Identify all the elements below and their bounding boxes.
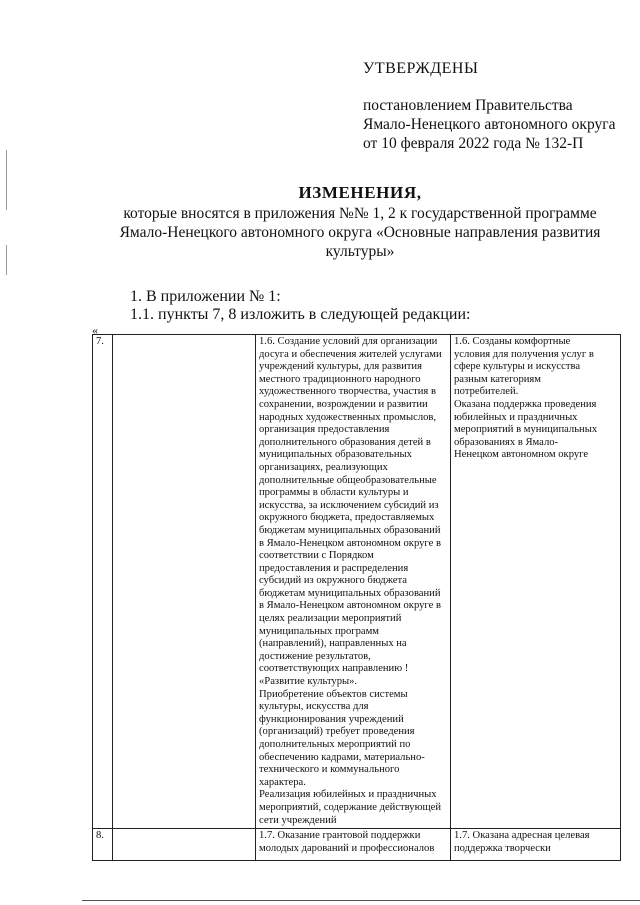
cell-text-line: художественного творчества, участия в: [259, 386, 436, 398]
approval-block: [363, 60, 633, 153]
cell-text-line: бюджетам муниципальных образований: [259, 587, 441, 599]
opening-quote: «: [92, 323, 98, 337]
cell-text-line: муниципальных образовательных: [259, 449, 412, 461]
row-result-cell: [451, 335, 621, 829]
cell-text-line: характера.: [259, 776, 306, 788]
cell-text-line: поддержка творчески: [454, 842, 551, 854]
cell-text-line: сфере культуры и искусства: [454, 361, 581, 373]
cell-text-line: условия для получения услуг в: [454, 348, 594, 360]
cell-text-line: местного традиционного народного: [259, 373, 421, 385]
cell-text-line: «Развитие культуры».: [259, 676, 358, 688]
cell-text-line: культуры, искусства для: [259, 701, 369, 713]
cell-text-line: организациях, реализующих: [259, 461, 388, 473]
cell-text-line: мероприятий в муниципальных: [454, 424, 598, 436]
cell-text-line: (направлений), направленных на: [259, 638, 407, 650]
approval-line: от 10 февраля 2022 года № 132-П: [363, 135, 584, 152]
cell-text-line: окружного бюджета, предоставляемых: [259, 512, 435, 524]
cell-text-line: Реализация юбилейных и праздничных: [259, 789, 437, 801]
cell-text-line: бюджетам муниципальных образований: [259, 524, 441, 536]
row-result-cell: [451, 829, 621, 861]
cell-text-line: учреждений культуры, для развития: [259, 361, 422, 373]
point-1: 1. В приложении № 1:: [130, 288, 281, 305]
row-measure-cell: [256, 335, 451, 829]
cell-text-line: субсидий из окружного бюджета: [259, 575, 407, 587]
cell-text-line: (организаций) требует проведения: [259, 726, 415, 738]
cell-text-line: разным категориям: [454, 373, 541, 385]
cell-text-line: Приобретение объектов системы: [259, 688, 408, 700]
margin-mark-bottom: [6, 245, 7, 275]
cell-text-line: сохранении, возрождении и развитии: [259, 398, 428, 410]
cell-text-line: молодых дарований и профессионалов: [259, 842, 435, 854]
cell-text-line: образованиях в Ямало-: [454, 436, 559, 448]
cell-text-line: достижение результатов,: [259, 650, 371, 662]
approval-line: постановлением Правительства: [363, 97, 573, 114]
cell-text-line: программы в области культуры и: [259, 487, 409, 499]
row-number: 8.: [93, 829, 113, 861]
cell-text-line: целях реализации мероприятий: [259, 613, 402, 625]
cell-text-line: 1.7. Оказание грантовой поддержки: [259, 830, 421, 842]
table-row: [93, 829, 621, 861]
document-subtitle-line: культуры»: [325, 243, 395, 260]
changes-table: [92, 334, 621, 861]
row-number: 7.: [93, 335, 113, 829]
cell-text-line: Ненецком автономном округе: [454, 449, 589, 461]
cell-text-line: искусства, за исключением субсидий из: [259, 499, 439, 511]
page-bottom-rule: [82, 900, 640, 901]
row-empty-cell: [113, 829, 256, 861]
cell-text-line: дополнительных мероприятий по: [259, 739, 411, 750]
cell-text-line: дополнительные общеобразовательные: [259, 474, 437, 486]
cell-text-line: 1.7. Оказана адресная целевая: [454, 830, 590, 842]
document-subtitle-line: которые вносятся в приложения №№ 1, 2 к государственной программе: [123, 205, 597, 222]
cell-text-line: соответствии с Порядком: [259, 550, 374, 562]
cell-text-line: организация предоставления: [259, 424, 390, 436]
row-measure-cell: [256, 829, 451, 861]
margin-mark-top: [6, 150, 7, 210]
approval-title: УТВЕРЖДЕНЫ: [363, 60, 479, 77]
cell-text-line: 1.6. Создание условий для организации: [259, 336, 438, 347]
row-empty-cell: [113, 335, 256, 829]
document-subtitle-line: Ямало-Ненецкого автономного округа «Основные направления развития: [119, 224, 601, 241]
point-1-1: 1.1. пункты 7, 8 изложить в следующей редакции:: [130, 306, 471, 323]
cell-text-line: мероприятий, содержание действующей: [259, 801, 442, 813]
cell-text-line: функционирования учреждений: [259, 713, 404, 725]
cell-text-line: 1.6. Созданы комфортные: [454, 336, 571, 347]
cell-text-line: Оказана поддержка проведения: [454, 398, 597, 410]
cell-text-line: потребителей.: [454, 386, 519, 398]
approval-line: Ямало-Ненецкого автономного округа: [363, 116, 616, 133]
cell-text-line: дополнительного образования детей в: [259, 436, 431, 448]
cell-text-line: обеспечению кадрами, материально-: [259, 751, 425, 763]
cell-text-line: в Ямало-Ненецком автономном округе в: [259, 537, 441, 549]
document-heading: [90, 182, 630, 261]
cell-text-line: юбилейных и праздничных: [454, 411, 578, 423]
cell-text-line: в Ямало-Ненецком автономном округе в: [259, 600, 441, 612]
cell-text-line: муниципальных программ: [259, 625, 380, 637]
cell-text-line: сети учреждений: [259, 814, 337, 826]
cell-text-line: технического и коммунального: [259, 764, 400, 776]
cell-text-line: досуга и обеспечения жителей услугами: [259, 348, 442, 360]
cell-text-line: соответствующих направлению !: [259, 663, 409, 675]
cell-text-line: народных художественных промыслов,: [259, 411, 437, 423]
document-title: ИЗМЕНЕНИЯ,: [298, 183, 422, 202]
cell-text-line: предоставления и распределения: [259, 562, 409, 574]
table-row: [93, 335, 621, 829]
